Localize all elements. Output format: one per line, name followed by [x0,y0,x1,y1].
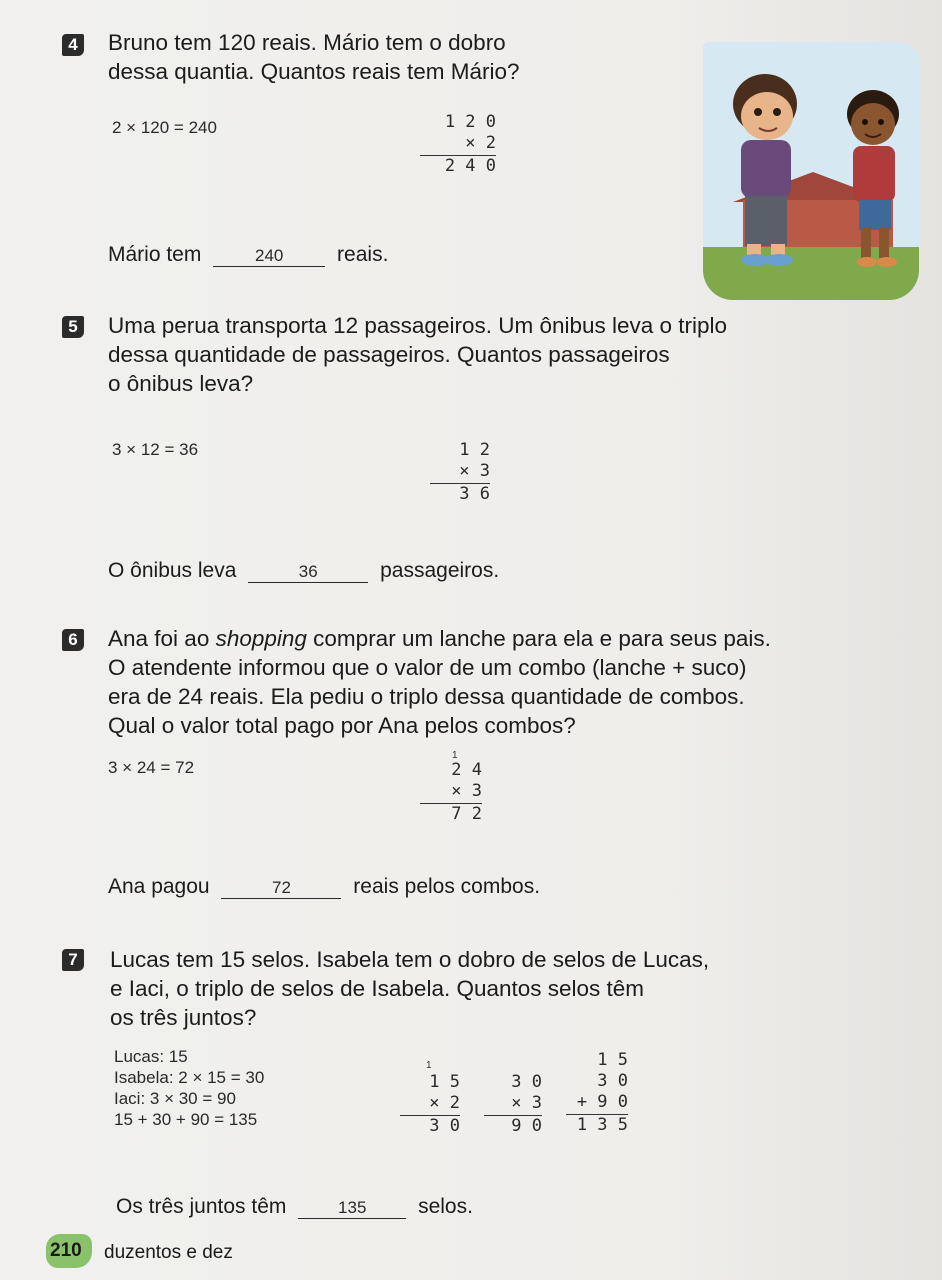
answer-prefix: Mário tem [108,243,202,266]
vertical-result: 2 4 0 [420,155,496,177]
vertical-multiplication-q7-a [400,1072,460,1137]
question-7-text [110,945,709,1032]
carry-digit: 1 [426,1060,432,1071]
page-number-words: duzentos e dez [104,1242,233,1263]
boys-illustration-svg [703,42,919,300]
vertical-result: 3 6 [430,483,490,505]
vertical-top: 1 2 0 [444,112,496,132]
question-line: os três juntos? [110,1005,257,1030]
carry-digit: 1 [452,750,458,761]
answer-blank: 135 [298,1198,406,1219]
answer-q7 [116,1192,473,1221]
answer-blank: 240 [213,246,325,267]
vertical-addend: 3 0 [597,1071,628,1091]
answer-prefix: Ana pagou [108,875,210,898]
question-4-badge: 4 [62,34,84,56]
work-line: Lucas: 15 [114,1047,188,1066]
equation-q5: 3 × 12 = 36 [112,440,199,459]
question-line: Bruno tem 120 reais. Mário tem o dobro [108,30,506,55]
question-7-badge: 7 [62,949,84,971]
vertical-multiplication-q4 [420,112,496,177]
answer-suffix: reais. [337,243,389,266]
question-line: Lucas tem 15 selos. Isabela tem o dobro de selos de Lucas, [110,947,710,972]
vertical-result: 7 2 [420,803,482,825]
question-line: O atendente informou que o valor de um combo (lanche + suco) [108,655,747,680]
vertical-top: 2 4 [451,760,482,780]
vertical-operator: × 3 [451,781,482,801]
vertical-multiplication-q6 [420,760,482,825]
question-line: Ana foi ao shopping comprar um lanche para ela e para seus pais. [108,626,771,651]
question-line: e Iaci, o triplo de selos de Isabela. Quantos selos têm [110,976,645,1001]
question-line: era de 24 reais. Ela pediu o triplo dessa quantidade de combos. [108,684,745,709]
question-5-badge: 5 [62,316,84,338]
answer-q6 [108,872,540,901]
vertical-operator: × 3 [459,461,490,481]
illustration-two-boys [703,42,919,300]
work-line: Isabela: 2 × 15 = 30 [114,1068,265,1087]
question-line: o ônibus leva? [108,371,254,396]
answer-q5 [108,556,499,585]
vertical-addition-q7 [566,1050,628,1136]
vertical-operator: × 2 [465,133,496,153]
question-line: Qual o valor total pago por Ana pelos combos? [108,713,576,738]
vertical-operator: × 2 [429,1093,460,1113]
vertical-result: 9 0 [484,1115,542,1137]
question-5-text [108,311,727,398]
vertical-multiplication-q7-b [484,1072,542,1137]
equation-q6: 3 × 24 = 72 [108,758,195,777]
work-line: Iaci: 3 × 30 = 90 [114,1089,236,1108]
vertical-addend: 1 5 [597,1050,628,1070]
answer-prefix: O ônibus leva [108,559,237,582]
question-6-badge: 6 [62,629,84,651]
vertical-top: 3 0 [511,1072,542,1092]
vertical-result: 3 0 [400,1115,460,1137]
page-number: 210 [50,1240,82,1261]
answer-suffix: reais pelos combos. [353,875,541,898]
vertical-result: 1 3 5 [566,1114,628,1136]
answer-q4 [108,240,388,269]
vertical-multiplication-q5 [430,440,490,505]
vertical-operator: × 3 [511,1093,542,1113]
answer-suffix: selos. [418,1195,473,1218]
vertical-operator: + 9 0 [576,1092,628,1112]
vertical-top: 1 2 [459,440,490,460]
question-6-text [108,624,771,740]
answer-suffix: passageiros. [380,559,500,582]
answer-blank: 72 [221,878,341,899]
question-line: dessa quantidade de passageiros. Quantos passageiros [108,342,670,367]
question-4-text [108,28,519,86]
question-line: dessa quantia. Quantos reais tem Mário? [108,59,520,84]
answer-blank: 36 [248,562,368,583]
work-q7 [114,1046,264,1130]
work-line: 15 + 30 + 90 = 135 [114,1110,258,1129]
question-line: Uma perua transporta 12 passageiros. Um ônibus leva o triplo [108,313,728,338]
vertical-top: 1 5 [429,1072,460,1092]
equation-q4: 2 × 120 = 240 [112,118,217,137]
answer-prefix: Os três juntos têm [116,1195,287,1218]
